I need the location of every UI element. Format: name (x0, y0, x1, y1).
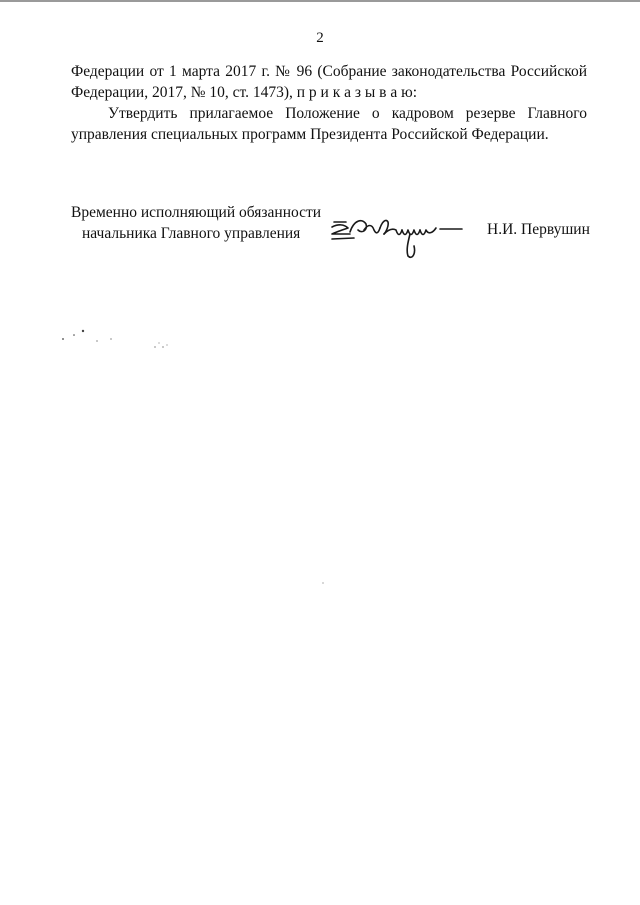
scan-noise-speck (320, 580, 326, 586)
signatory-title-line-1: Временно исполняющий обязанности (71, 204, 322, 221)
order-preamble-paragraph (71, 61, 587, 103)
preamble-line-1: Федерации от 1 марта 2017 г. № 96 (Собрание законодательства Российской (71, 63, 587, 80)
page-top-edge (0, 0, 640, 2)
signatory-title-line-2: начальника Главного управления (82, 225, 301, 242)
handwritten-signature (328, 212, 473, 268)
preamble-line-2: Федерации, 2017, № 10, ст. 1473), п р и к а з ы в а ю: (71, 84, 418, 101)
scan-noise-specks (55, 325, 185, 355)
signer-name: Н.И. Первушин (487, 221, 590, 238)
order-directive-paragraph (71, 103, 587, 145)
signatory-title (71, 202, 321, 244)
page-number: 2 (316, 30, 324, 46)
directive-line-1: Утвердить прилагаемое Положение о кадровом резерве Главного (108, 105, 587, 122)
directive-line-2: управления специальных программ Президента Российской Федерации. (71, 126, 549, 143)
